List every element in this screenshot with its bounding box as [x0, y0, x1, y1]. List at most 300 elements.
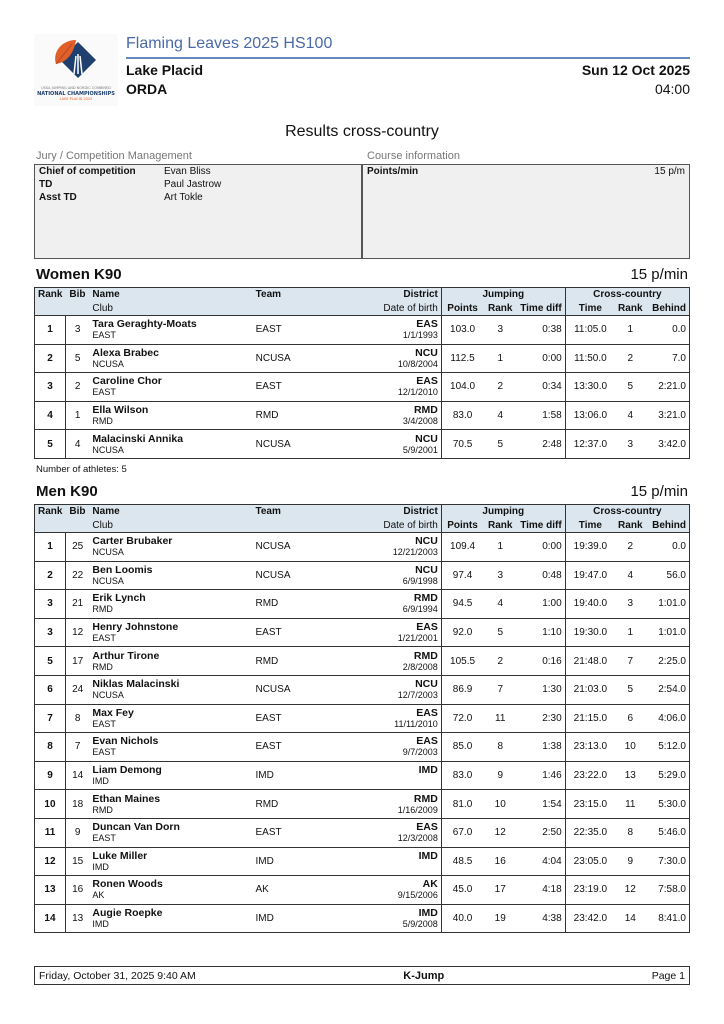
district: EAS: [416, 318, 438, 331]
xc-time-cell: 23:22.0: [565, 761, 615, 790]
jury-row: [35, 165, 361, 178]
name-cell: [89, 618, 252, 647]
col-xc-time: Time: [565, 519, 615, 533]
time-diff-cell: 1:38: [517, 733, 565, 762]
table-row: [35, 790, 690, 819]
rank-cell: 5: [35, 430, 66, 459]
athlete-name: Liam Demong: [92, 764, 162, 777]
date-of-birth: 12/7/2003: [397, 690, 438, 701]
athlete-name: Caroline Chor: [92, 375, 162, 388]
rank-cell: 5: [35, 647, 66, 676]
date-of-birth: 12/21/2003: [392, 547, 438, 558]
team-cell: NCUSA: [253, 430, 362, 459]
time-diff-cell: 0:34: [517, 373, 565, 402]
athlete-club: EAST: [92, 330, 116, 341]
district-cell: [362, 373, 442, 402]
district: EAS: [416, 735, 438, 748]
points-cell: 105.5: [441, 647, 483, 676]
district-cell: [362, 401, 442, 430]
athlete-club: NCUSA: [92, 547, 124, 558]
athlete-club: RMD: [92, 804, 113, 815]
table-row: [35, 316, 690, 345]
behind-cell: 7:58.0: [646, 876, 690, 905]
team-cell: EAST: [252, 818, 361, 847]
district-cell: [362, 533, 442, 562]
date-of-birth: 6/9/1994: [402, 604, 438, 615]
athlete-club: IMD: [92, 919, 109, 930]
athlete-name: Ben Loomis: [92, 563, 153, 576]
behind-cell: 1:01.0: [646, 618, 690, 647]
col-bib: Bib: [65, 505, 89, 519]
table-row: [35, 647, 690, 676]
name-cell: [89, 373, 252, 402]
name-cell: [89, 904, 252, 933]
time-diff-cell: 4:04: [517, 847, 565, 876]
championship-logo: [34, 34, 118, 106]
district: RMD: [413, 592, 438, 605]
name-cell: [89, 647, 252, 676]
rank-cell: 1: [35, 533, 66, 562]
xc-time-cell: 22:35.0: [565, 818, 615, 847]
name-cell: [89, 847, 252, 876]
time-diff-cell: 1:30: [517, 675, 565, 704]
course-value: 15 p/m: [654, 166, 685, 177]
col-dob: Date of birth: [362, 519, 442, 533]
title-divider: [126, 57, 690, 59]
district-cell: [362, 790, 442, 819]
xc-time-cell: 23:13.0: [565, 733, 615, 762]
team-cell: EAST: [252, 704, 361, 733]
col-team: Team: [252, 505, 361, 519]
col-jump-rank: Rank: [483, 519, 517, 533]
xc-rank-cell: 3: [615, 430, 645, 459]
points-cell: 45.0: [441, 876, 483, 905]
event-date: Sun 12 Oct 2025: [581, 62, 690, 78]
district-cell: [362, 818, 442, 847]
behind-cell: 4:06.0: [646, 704, 690, 733]
print-timestamp: Friday, October 31, 2025 9:40 AM: [39, 969, 196, 982]
behind-cell: 0.0: [646, 533, 690, 562]
jump-rank-cell: 1: [483, 344, 517, 373]
table-row: [35, 373, 690, 402]
name-cell: [89, 818, 252, 847]
team-cell: IMD: [252, 847, 361, 876]
table-row: [35, 401, 690, 430]
col-district: District: [362, 288, 442, 302]
district-cell: [362, 344, 442, 373]
xc-time-cell: 19:40.0: [565, 590, 615, 619]
points-cell: 112.5: [441, 344, 483, 373]
points-cell: 104.0: [441, 373, 483, 402]
behind-cell: 0.0: [646, 316, 690, 345]
jump-rank-cell: 16: [483, 847, 517, 876]
athlete-name: Tara Geraghty-Moats: [92, 318, 197, 331]
athlete-name: Ronen Woods: [92, 878, 163, 891]
athlete-count: Number of athletes: 5: [36, 464, 127, 475]
section-title: Men K90: [36, 483, 98, 500]
name-cell: [89, 790, 252, 819]
col-bib: Bib: [65, 288, 89, 302]
team-cell: EAST: [252, 733, 361, 762]
bib-cell: 13: [65, 904, 89, 933]
time-diff-cell: 0:16: [517, 647, 565, 676]
col-rank: Rank: [35, 505, 66, 519]
rank-cell: 3: [35, 618, 66, 647]
xc-time-cell: 13:30.0: [565, 373, 615, 402]
col-dob: Date of birth: [362, 302, 442, 316]
jump-rank-cell: 3: [483, 316, 517, 345]
results-table-men: [34, 504, 690, 933]
jump-rank-cell: 19: [483, 904, 517, 933]
course-key: Points/min: [367, 166, 419, 177]
table-row: [35, 344, 690, 373]
athlete-club: NCUSA: [92, 444, 124, 455]
table-row: [35, 561, 690, 590]
district-cell: [362, 647, 442, 676]
svg-text:LAKE PLACID 2025: LAKE PLACID 2025: [59, 97, 93, 101]
athlete-name: Ethan Maines: [92, 792, 161, 805]
points-cell: 72.0: [441, 704, 483, 733]
col-points: Points: [441, 302, 483, 316]
time-diff-cell: 0:00: [517, 533, 565, 562]
athlete-club: RMD: [92, 604, 113, 615]
date-of-birth: 1/1/1993: [402, 330, 438, 341]
xc-time-cell: 23:19.0: [565, 876, 615, 905]
team-cell: RMD: [252, 790, 361, 819]
district: IMD: [418, 764, 438, 777]
jump-rank-cell: 7: [483, 675, 517, 704]
name-cell: [89, 704, 252, 733]
team-cell: EAST: [253, 373, 362, 402]
bib-cell: 14: [65, 761, 89, 790]
date-of-birth: 5/9/2001: [402, 444, 438, 455]
athlete-name: Duncan Van Dorn: [92, 821, 180, 834]
athlete-name: Max Fey: [92, 706, 134, 719]
jury-box: [34, 164, 362, 259]
bib-cell: 2: [65, 373, 89, 402]
xc-time-cell: 19:30.0: [565, 618, 615, 647]
col-rank: Rank: [35, 288, 66, 302]
col-xc-rank: Rank: [615, 519, 645, 533]
date-of-birth: 5/9/2008: [402, 919, 438, 930]
behind-cell: 7.0: [646, 344, 690, 373]
bib-cell: 4: [65, 430, 89, 459]
bib-cell: 21: [65, 590, 89, 619]
team-cell: RMD: [252, 647, 361, 676]
xc-time-cell: 23:05.0: [565, 847, 615, 876]
results-table-women: [34, 287, 690, 459]
col-club: Club: [89, 302, 252, 316]
venue: Lake Placid: [126, 62, 204, 78]
rank-cell: 9: [35, 761, 66, 790]
bib-cell: 9: [65, 818, 89, 847]
behind-cell: 2:54.0: [646, 675, 690, 704]
district: NCU: [415, 432, 438, 445]
district: NCU: [415, 563, 438, 576]
athlete-club: RMD: [92, 661, 113, 672]
bib-cell: 3: [65, 316, 89, 345]
rank-cell: 10: [35, 790, 66, 819]
name-cell: [89, 430, 252, 459]
course-row: [363, 165, 689, 179]
xc-time-cell: 19:47.0: [565, 561, 615, 590]
jury-role: TD: [39, 179, 53, 190]
xc-rank-cell: 9: [615, 847, 645, 876]
district: IMD: [418, 907, 438, 920]
jury-label: Jury / Competition Management: [36, 150, 192, 162]
xc-rank-cell: 1: [615, 618, 645, 647]
xc-time-cell: 21:48.0: [565, 647, 615, 676]
athlete-club: AK: [92, 890, 105, 901]
table-row: [35, 704, 690, 733]
xc-time-cell: 12:37.0: [565, 430, 615, 459]
jury-person: Art Tokle: [164, 192, 203, 203]
xc-time-cell: 13:06.0: [565, 401, 615, 430]
course-box: [362, 164, 690, 259]
xc-rank-cell: 7: [615, 647, 645, 676]
jump-rank-cell: 9: [483, 761, 517, 790]
athlete-name: Augie Roepke: [92, 907, 163, 920]
jump-rank-cell: 2: [483, 647, 517, 676]
time-diff-cell: 1:46: [517, 761, 565, 790]
district: RMD: [413, 649, 438, 662]
district-cell: [362, 430, 442, 459]
points-cell: 97.4: [441, 561, 483, 590]
behind-cell: 5:29.0: [646, 761, 690, 790]
athlete-club: NCUSA: [92, 575, 124, 586]
team-cell: RMD: [252, 590, 361, 619]
rank-cell: 2: [35, 344, 66, 373]
district-cell: [362, 904, 442, 933]
time-diff-cell: 2:48: [517, 430, 565, 459]
athlete-club: EAST: [92, 633, 116, 644]
athlete-club: IMD: [92, 861, 109, 872]
rank-cell: 12: [35, 847, 66, 876]
xc-rank-cell: 4: [615, 561, 645, 590]
name-cell: [89, 876, 252, 905]
team-cell: NCUSA: [252, 675, 361, 704]
table-row: [35, 590, 690, 619]
district: NCU: [415, 346, 438, 359]
name-cell: [89, 533, 252, 562]
col-district: District: [362, 505, 442, 519]
jump-rank-cell: 4: [483, 401, 517, 430]
rank-cell: 11: [35, 818, 66, 847]
points-cell: 83.0: [441, 401, 483, 430]
jump-rank-cell: 5: [483, 430, 517, 459]
jump-rank-cell: 5: [483, 618, 517, 647]
district: RMD: [413, 792, 438, 805]
district-cell: [362, 761, 442, 790]
district-cell: [362, 561, 442, 590]
time-diff-cell: 4:18: [517, 876, 565, 905]
jump-rank-cell: 1: [483, 533, 517, 562]
jury-person: Paul Jastrow: [164, 179, 222, 190]
name-cell: [89, 733, 252, 762]
athlete-name: Alexa Brabec: [92, 346, 159, 359]
xc-rank-cell: 2: [615, 533, 645, 562]
col-xc-rank: Rank: [615, 302, 645, 316]
jump-rank-cell: 11: [483, 704, 517, 733]
name-cell: [89, 561, 252, 590]
district: IMD: [418, 849, 438, 862]
points-cell: 109.4: [441, 533, 483, 562]
date-of-birth: [365, 862, 438, 873]
time-diff-cell: 0:00: [517, 344, 565, 373]
section-header-women: [36, 266, 688, 283]
district: EAS: [416, 706, 438, 719]
course-label: Course information: [367, 150, 460, 162]
time-diff-cell: 1:00: [517, 590, 565, 619]
name-cell: [89, 316, 252, 345]
district: NCU: [415, 535, 438, 548]
date-of-birth: [365, 776, 438, 787]
xc-rank-cell: 5: [615, 373, 645, 402]
table-row: [35, 533, 690, 562]
jump-rank-cell: 12: [483, 818, 517, 847]
page-number: Page 1: [651, 969, 685, 982]
col-jump-rank: Rank: [483, 302, 517, 316]
time-diff-cell: 0:48: [517, 561, 565, 590]
behind-cell: 5:12.0: [646, 733, 690, 762]
bib-cell: 12: [65, 618, 89, 647]
xc-time-cell: 21:15.0: [565, 704, 615, 733]
behind-cell: 2:21.0: [646, 373, 690, 402]
date-of-birth: 6/9/1998: [402, 575, 438, 586]
xc-rank-cell: 14: [615, 904, 645, 933]
team-cell: EAST: [252, 618, 361, 647]
athlete-club: EAST: [92, 833, 116, 844]
col-group-xc: Cross-country: [565, 288, 689, 302]
team-cell: AK: [252, 876, 361, 905]
women-results-body: [35, 316, 690, 459]
district-cell: [362, 847, 442, 876]
bib-cell: 24: [65, 675, 89, 704]
behind-cell: 7:30.0: [646, 847, 690, 876]
district-cell: [362, 590, 442, 619]
organizer: ORDA: [126, 81, 168, 97]
athlete-name: Malacinski Annika: [92, 432, 184, 445]
jump-rank-cell: 4: [483, 590, 517, 619]
bib-cell: 5: [65, 344, 89, 373]
bib-cell: 7: [65, 733, 89, 762]
name-cell: [89, 761, 252, 790]
table-row: [35, 847, 690, 876]
time-diff-cell: 1:54: [517, 790, 565, 819]
col-group-jumping: Jumping: [441, 505, 565, 519]
team-cell: IMD: [252, 761, 361, 790]
xc-rank-cell: 11: [615, 790, 645, 819]
behind-cell: 5:46.0: [646, 818, 690, 847]
rank-cell: 13: [35, 876, 66, 905]
table-row: [35, 733, 690, 762]
points-cell: 67.0: [441, 818, 483, 847]
col-name: Name: [89, 288, 252, 302]
district: EAS: [416, 621, 438, 634]
xc-time-cell: 23:15.0: [565, 790, 615, 819]
time-diff-cell: 2:30: [517, 704, 565, 733]
date-of-birth: 12/1/2010: [397, 387, 438, 398]
jury-row: [35, 178, 361, 191]
athlete-name: Henry Johnstone: [92, 621, 179, 634]
page-footer: [34, 966, 690, 985]
jump-rank-cell: 3: [483, 561, 517, 590]
event-title: Flaming Leaves 2025 HS100: [126, 35, 333, 52]
points-cell: 70.5: [441, 430, 483, 459]
points-cell: 81.0: [441, 790, 483, 819]
district: NCU: [415, 678, 438, 691]
col-name: Name: [89, 505, 252, 519]
athlete-club: RMD: [92, 416, 113, 427]
team-cell: NCUSA: [252, 533, 361, 562]
bib-cell: 16: [65, 876, 89, 905]
xc-time-cell: 19:39.0: [565, 533, 615, 562]
bib-cell: 15: [65, 847, 89, 876]
rank-cell: 6: [35, 675, 66, 704]
points-cell: 48.5: [441, 847, 483, 876]
xc-rank-cell: 1: [615, 316, 645, 345]
behind-cell: 56.0: [646, 561, 690, 590]
bib-cell: 25: [65, 533, 89, 562]
bib-cell: 18: [65, 790, 89, 819]
xc-time-cell: 11:50.0: [565, 344, 615, 373]
date-of-birth: 12/3/2008: [397, 833, 438, 844]
athlete-name: Erik Lynch: [92, 592, 146, 605]
date-of-birth: 11/11/2010: [394, 718, 438, 729]
points-cell: 103.0: [441, 316, 483, 345]
behind-cell: 3:42.0: [646, 430, 690, 459]
date-of-birth: 1/21/2001: [397, 633, 438, 644]
rank-cell: 1: [35, 316, 66, 345]
athlete-club: EAST: [92, 747, 116, 758]
behind-cell: 8:41.0: [646, 904, 690, 933]
table-row: [35, 761, 690, 790]
behind-cell: 5:30.0: [646, 790, 690, 819]
date-of-birth: 10/8/2004: [397, 358, 438, 369]
points-cell: 83.0: [441, 761, 483, 790]
leaf-logo-icon: [34, 34, 118, 106]
rank-cell: 8: [35, 733, 66, 762]
team-cell: RMD: [253, 401, 362, 430]
athlete-name: Evan Nichols: [92, 735, 159, 748]
points-cell: 92.0: [441, 618, 483, 647]
xc-time-cell: 21:03.0: [565, 675, 615, 704]
col-time-diff: Time diff: [517, 302, 565, 316]
xc-rank-cell: 2: [615, 344, 645, 373]
col-group-xc: Cross-country: [565, 505, 689, 519]
document-title: Results cross-country: [285, 123, 439, 140]
jury-row: [35, 191, 361, 204]
bib-cell: 17: [65, 647, 89, 676]
points-cell: 40.0: [441, 904, 483, 933]
section-header-men: [36, 483, 688, 500]
name-cell: [89, 675, 252, 704]
xc-rank-cell: 6: [615, 704, 645, 733]
jury-person: Evan Bliss: [164, 166, 211, 177]
rank-cell: 3: [35, 590, 66, 619]
col-behind: Behind: [646, 519, 690, 533]
athlete-club: EAST: [92, 387, 116, 398]
team-cell: EAST: [253, 316, 362, 345]
district-cell: [362, 876, 442, 905]
xc-rank-cell: 5: [615, 675, 645, 704]
athlete-club: NCUSA: [92, 690, 124, 701]
jump-rank-cell: 10: [483, 790, 517, 819]
district-cell: [362, 733, 442, 762]
rank-cell: 14: [35, 904, 66, 933]
col-club: Club: [89, 519, 252, 533]
team-cell: IMD: [252, 904, 361, 933]
